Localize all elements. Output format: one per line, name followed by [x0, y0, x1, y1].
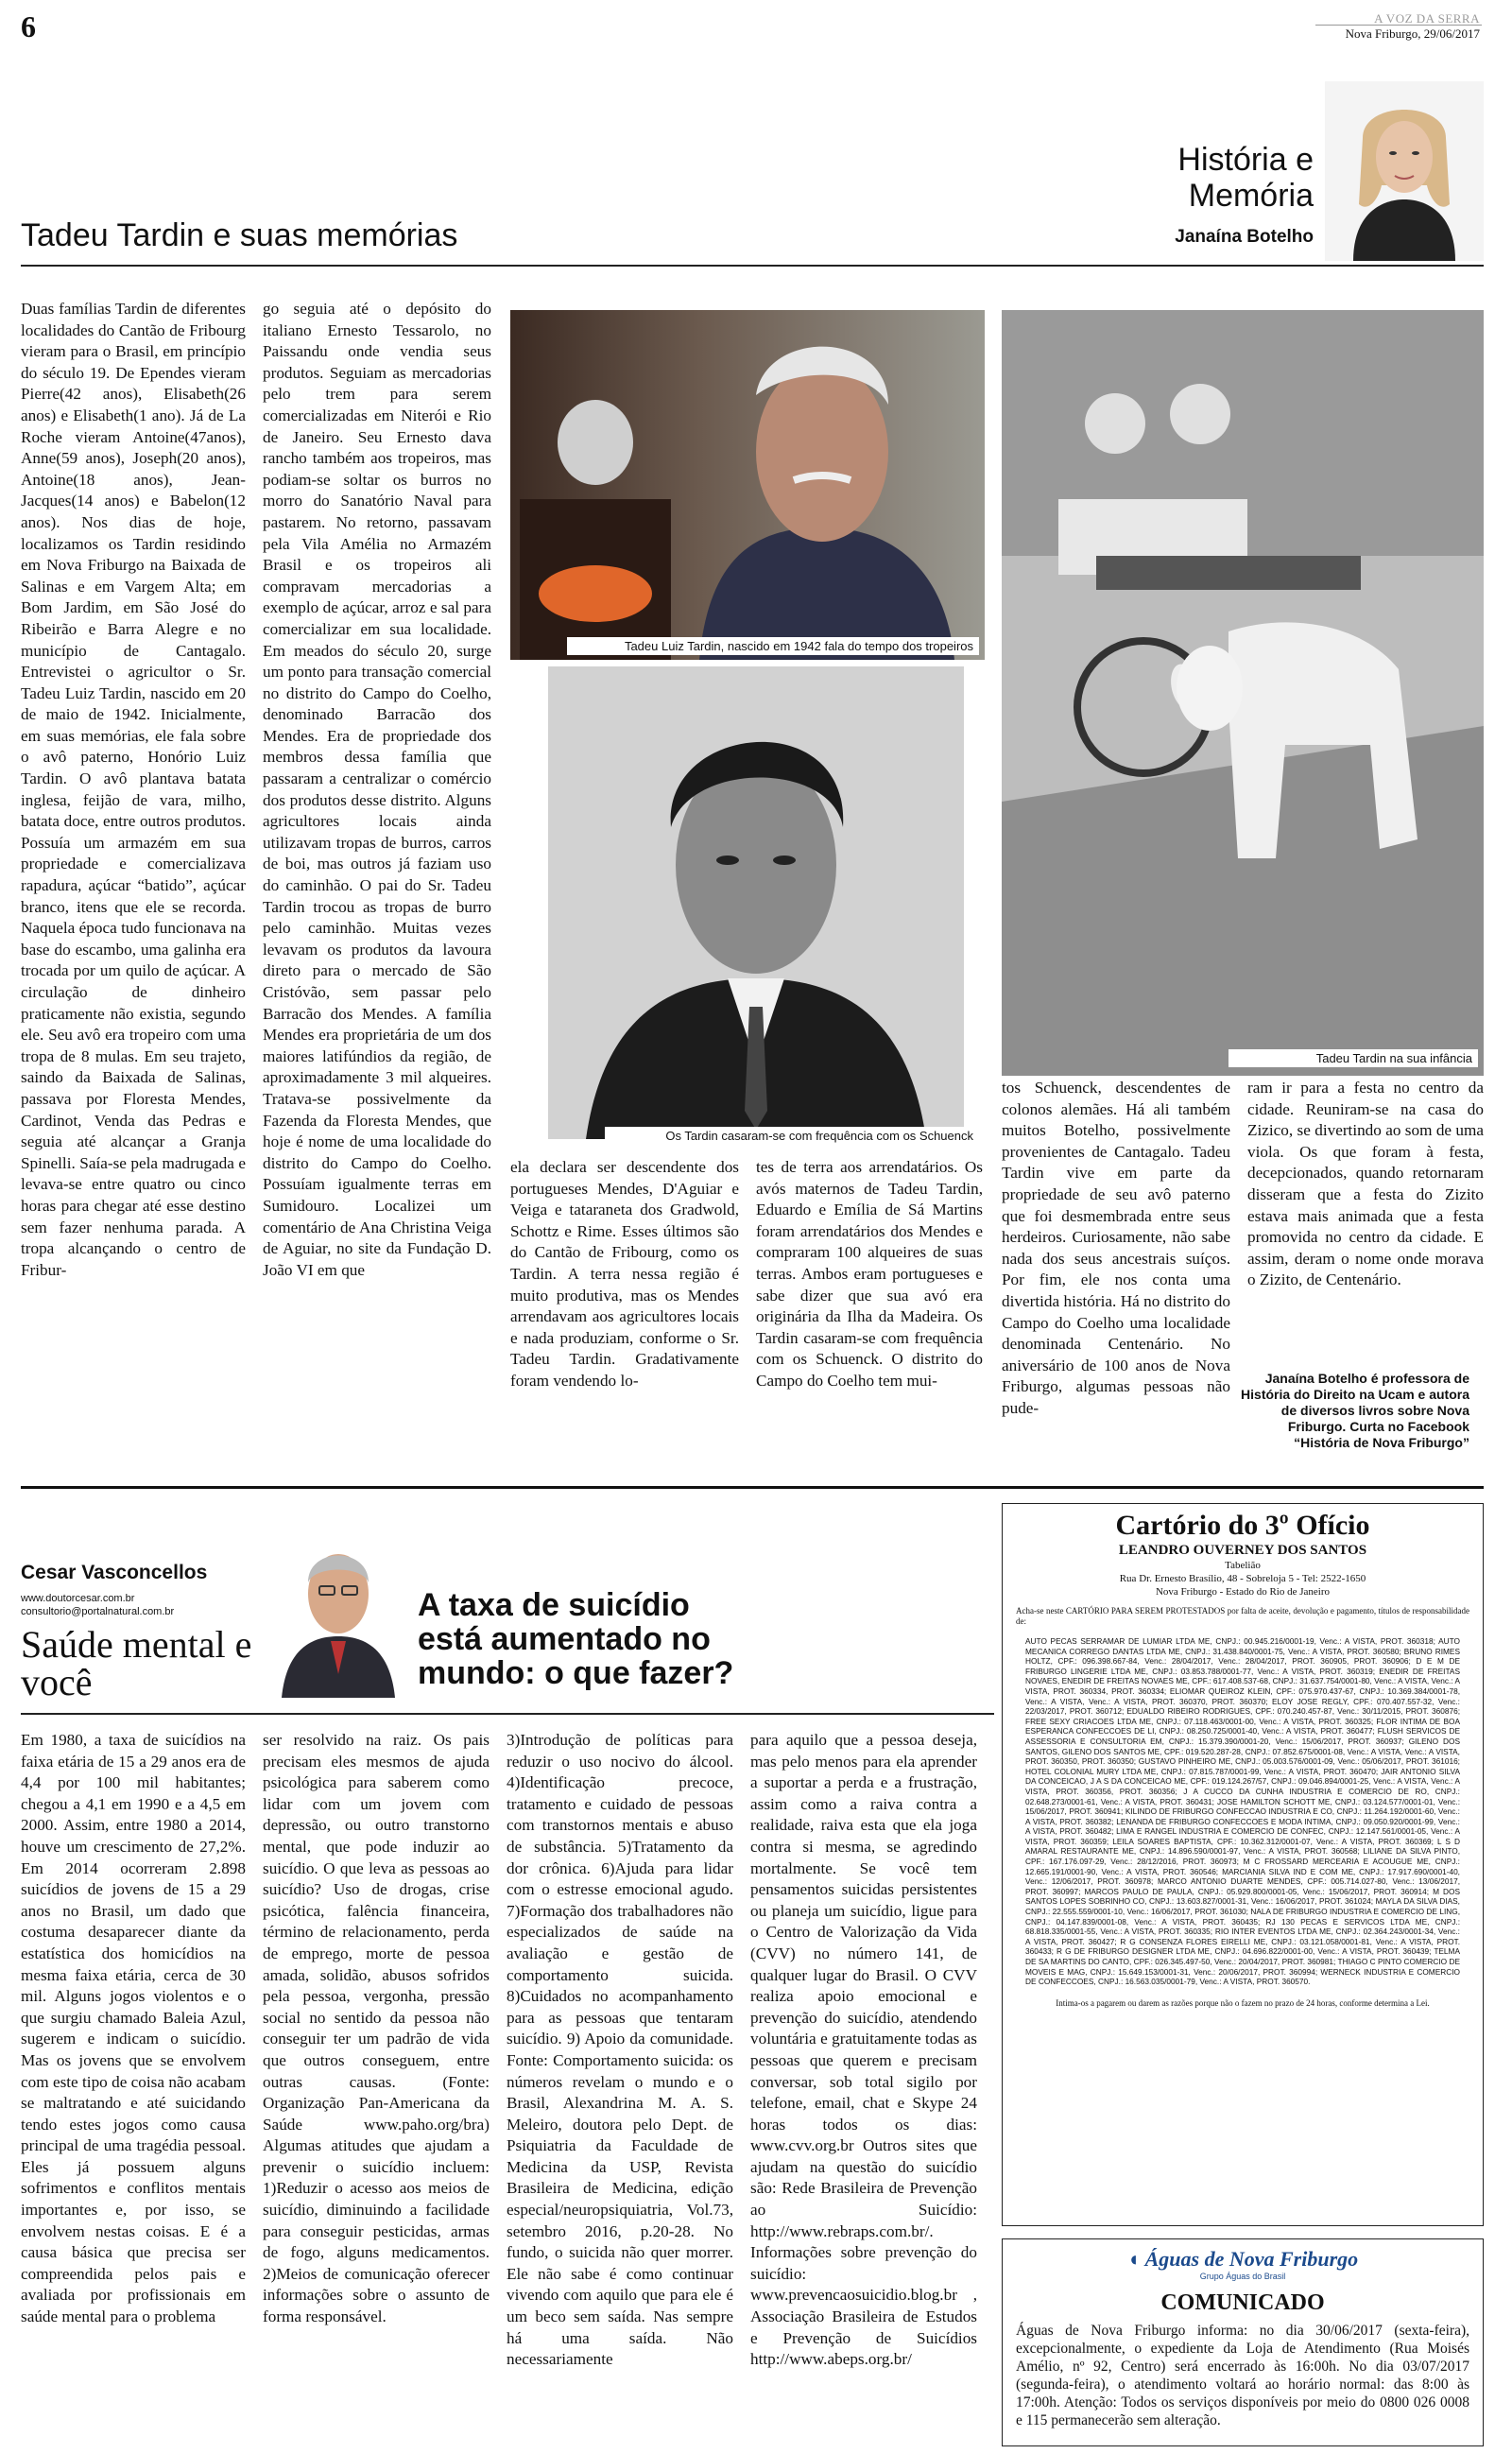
- article1-column-5: tos Schuenck, descendentes de colonos alemães. Há ali também muitos Botelho, possivelmente provenientes de Cantagalo. Tadeu Tardin vive em parte da propriedade de seu avô paterno que foi desmembrada entre seus herdeiros. Curiosamente, não sabe nada dos seus ancestrais suíços. Por fim, ele nos conta uma divertida história. Há no distrito do Campo do Coelho uma localidade denominada Centenário. No aniversário de 100 anos de Nova Friburgo, algumas pessoas não pude-: [1002, 1079, 1230, 1417]
- cartorio-address: Rua Dr. Ernesto Brasílio, 48 - Sobreloja 5 - Tel: 2522-1650: [1119, 1573, 1366, 1584]
- caption-old-man: Tadeu Luiz Tardin, nascido em 1942 fala do tempo dos tropeiros: [567, 637, 979, 655]
- article1-column-6: ram ir para a festa no centro da cidade. Reuniram-se na casa do Zizico, se divertindo ao som de uma viola. Os que foram à festa, decepcionados, quando retornaram disseram que a festa do Zizito estava mais animada que a festa promovida no centro da cidade. E assim, deram o nome onde morava o Zizito, de Centenário.: [1247, 1079, 1484, 1289]
- columnist-photo: [1325, 81, 1484, 261]
- page-number: 6: [21, 9, 36, 43]
- section-divider: [21, 1486, 1484, 1489]
- comunicado-body: Águas de Nova Friburgo informa: no dia 30/06/2017 (sexta-feira), excepcionalmente, o expediente da Loja de Atendimento (Rua Moisés Amélio, nº 92, Centro) será encerrado às 16:00h. No dia 03/07/2017 (segunda-feira), o atendimento voltará ao horário normal: das 8:00 às 17:00h. Atenção: Todos os serviços disponíveis por meio do 0800 026 0008 e 115 permanecerão sem alteração.: [1016, 2323, 1469, 2428]
- article1-column-2: go seguia até o depósito do italiano Ernesto Tessarolo, no Paissandu onde vendia seus produtos. Seguiam as mercadorias pelo trem para serem comercializadas em Niterói e Rio de Janeiro. Seu Ernesto dava rancho também aos tropeiros, mas podiam-se soltar os burros no morro do Sanatório Naval para pastarem. No retorno, passavam pela Vila Amélia no Armazém Brasil e os tropeiros ali compravam mercadorias a exemplo de açúcar, arroz e sal para comercializar em sua localidade. Em meados do século 20, surge um ponto para transação comercial no distrito do Campo do Coelho, denominado Barracão dos Mendes. Era de propriedade dos membros dessa família que passaram a centralizar o comércio dos produtos desse distrito. Alguns agricultores locais ainda utilizavam tropas de burros, carros de boi, mas outros já faziam uso do caminhão. O pai do Sr. Tadeu Tardin trocou as tropas de burro pelo caminhão. Muitas vezes levavam os produtos da lavoura direto para o mercado de São Cristóvão, sem passar pelo Barracão dos Mendes. A família Mendes era proprietária de um dos maiores latifúndios da região, de aproximadamente 3 mil alqueires. Tratava-se possivelmente da Fazenda da Floresta Mendes, que hoje é nome de uma localidade do distrito do Campo do Coelho. Possuíam igualmente terras em Sumidouro. Localizei um comentário de Ana Christina Veiga de Aguiar, no site da Fundação D. João VI em que: [263, 300, 491, 1279]
- cartorio-intro: Acha-se neste CARTÓRIO PARA SEREM PROTESTADOS por falta de aceite, devolução e pagamento, títulos de responsabilidade de:: [1016, 1606, 1469, 1626]
- cartorio-list: AUTO PECAS SERRAMAR DE LUMIAR LTDA ME, CNPJ.: 00.945.216/0001-19, Venc.: A VISTA, PROT. 360318; AUTO MECANICA CORREGO DANTAS LTDA ME, CNPJ.: 31.438.840/0001-75, Venc.: A VISTA, PROT. 360580; BRUNO RIMES HOLTZ, CPF.: 096.398.667-84, Venc.: 28/04/2017, Venc.: 28/04/2017, PROT. 360905, PROT. 360906; D E M DE FRIBURGO LINGERIE LTDA ME, CNPJ.: 03.853.788/0001-77, Venc.: A VISTA, PROT. 360319; ENEDIR DE FREITAS NOVAES, ENEDIR DE FREITAS NOVAES ME, CPF.: 617.408.537-68, CNPJ.: 31.637.754/0001-80, Venc.: A VISTA, Venc.: A VISTA, PROT. 360334, PROT. 360334; ELIOMAR QUEIROZ KLEIN, CPF.: 075.970.437-67, CNPJ.: 10.369.384/0001-78, Venc.: A VISTA, Venc.: A VISTA, PROT. 360370, PROT. 360370; ELOY JOSE REGLY, CPF.: 070.407.557-32, Venc.: 22/03/2017, PROT. 360712; EDUALDO RIBEIRO RODRIGUES, CPF.: 070.240.457-87, Venc.: 30/11/2015, PROT. 360876; FREE SEXY CRIACOES LTDA ME, CNPJ.: 07.118.463/0001-00, Venc.: A VISTA, PROT. 360325; FLOR INTIMA DE BOA ESPERANCA CONFECCOES DE LI, CNPJ.: 08.250.725/0001-40, Venc.: A VISTA, PROT. 360477; FLUSH SERVICOS DE ASSESSORIA E CONSULTORIA EM, CNPJ.: 15.379.390/0001-20, Venc.: 15/06/2017, PROT. 360937; GILENO DOS SANTOS, GILENO DOS SANTOS ME, CPF.: 019.520.287-28, CNPJ.: 07.852.675/0001-08, Venc.: A VISTA, Venc.: A VISTA, PROT. 360350, PROT. 360350; GUSTAVO PINHEIRO ME, CNPJ.: 05.003.576/0001-09, Venc.: 05/06/2017, PROT. 361016; HOTEL COLONIAL MURY LTDA ME, CNPJ.: 07.815.787/0001-99, Venc.: A VISTA, PROT. 360470; JAIR ANTONIO SILVA DA CONCEICAO, J A S DA CONCEICAO ME, CPF.: 019.124.267/57, CNPJ.: 09.046.894/0001-25, Venc.: A VISTA, Venc.: A VISTA, PROT. 360356, PROT. 360356; J A CUCCO DA CUNHA INDUSTRIA E COMERCIO DE RO, CNPJ.: 02.648.273/0001-61, Venc.: A VISTA, PROT. 360431; JOSE HAMILTON SCHOTT ME, CNPJ.: 03.124.577/0001-01, Venc.: 15/06/2017, PROT. 360941; KILINDO DE FRIBURGO CONFECCAO INDUSTRIA E CO, CNPJ.: 11.264.192/0001-60, Venc.: A VISTA, PROT. 360382; LENANDA DE FRIBURGO CONFECCOES E MODA INTIMA, CNPJ.: 09.050.920/0001-99, Venc.: A VISTA, PROT. 360482; LIMA E RANGEL INDUSTRIA E COMERCIO DE CONFEC, CNPJ.: 12.147.561/0001-05, Venc.: A VISTA, PROT. 360359; LEILA SOARES BAPTISTA, CPF.: 10.362.312/0001-07, Venc.: A VISTA, PROT. 360369; L S D AMARAL RESTAURANTE ME, CNPJ.: 14.896.590/0001-97, Venc.: A VISTA, PROT. 360568; LILIANE DA SILVA PINTO, CPF.: 167.176.097-29, Venc.: 28/12/2016, PROT. 360973; M C FROSSARD MERCEARIA E ACOUGUE ME, CNPJ.: 12.665.191/0001-90, Venc.: A VISTA, PROT. 360546; MARCIANIA SILVA IND E COM ME, CNPJ.: 17.917.690/0001-40, Venc.: 12/06/2017, PROT. 360978; MARCO ANTONIO DUARTE MENDES, CPF.: 005.714.027-80, Venc.: 13/06/2017, PROT. 360997; MARCOS PAULO DE PAULA, CNPJ.: 05.929.800/0001-05, Venc.: 15/06/2017, PROT. 360914; M DOS SANTOS LOPES SOBRINHO CO, CNPJ.: 13.603.827/0001-31, Venc.: 16/06/2017, PROT. 361024; MAYLA DA SILVA DIAS, CNPJ.: 22.555.559/0001-10, Venc.: 16/06/2017, PROT. 361030; NALA DE FRIBURGO INDUSTRIA E COMERCIO DE LING, CNPJ.: 04.147.839/0001-08, Venc.: A VISTA, PROT. 360435; RJ 130 PECAS E SERVICOS LTDA ME, CNPJ.: 68.818.335/0001-55, Venc.: A VISTA, PROT. 360335; RIO INTER EVENTOS LTDA ME, CNPJ.: 02.364.243/0001-34, Venc.: A VISTA, PROT. 360427; R G CONSENZA FLORES EIRELLI ME, CNPJ.: 03.121.058/0001-81, Venc.: A VISTA, PROT. 360433; R G DE FRIBURGO DESIGNER LTDA ME, CNPJ.: 04.696.822/0001-00, Venc.: A VISTA, PROT. 360439; TELMA DE SA MARTINS DO CANTO, CPF.: 026.345.497-50, Venc.: 20/04/2017, PROT. 360981; THIAGO C PINTO COMERCIO DE MOVEIS E MAG, CNPJ.: 15.649.153/0001-31, Venc.: 20/06/2017, PROT. 360994; WERNECK INDUSTRIA E COMERCIO DE CONFECCOES, CNPJ.: 16.563.035/0001-79, Venc.: A VISTA, PROT. 360570.: [1025, 1636, 1460, 1987]
- cartorio-notice: [1002, 1503, 1484, 2226]
- author-photo: [272, 1509, 404, 1698]
- article2-column-4: para aquilo que a pessoa deseja, mas pelo menos para ela aprender a suportar a perda e a frustração, assim como a raiva contra a realidade, raiva esta que ela joga contra si mesma, se agredindo mortalmente. Se você tem pensamentos suicidas persistentes ou planeja um suicídio, ligue para o Centro de Valorização da Vida (CVV) no número 141, de qualquer lugar do Brasil. O CVV realiza apoio emocional e prevenção do suicídio, atendendo voluntária e gratuitamente todas as pessoas que querem e precisam conversar, sob total sigilo por telefone, email, chat e Skype 24 horas todos os dias: www.cvv.org.br Outros sites que ajudam na questão do suicídio são: Rede Brasileira de Prevenção ao Suicídio: http://www.rebraps.com.br/. Informações sobre prevenção do suicídio: www.prevencaosuicidio.blog.br , Associação Brasileira de Estudos e Prevenção de Suicídios http://www.abeps.org.br/: [750, 1731, 977, 2369]
- top-rule: [21, 265, 1484, 267]
- photo-old-man: [510, 310, 985, 660]
- dateline: Nova Friburgo, 29/06/2017: [1345, 26, 1480, 41]
- article-title: Tadeu Tardin e suas memórias: [21, 217, 458, 253]
- water-drop-icon: ◖: [1126, 2247, 1141, 2271]
- cartorio-title: Cartório do 3º Ofício: [1115, 1510, 1370, 1541]
- author-links: [21, 1592, 174, 1618]
- caption-young-man: Os Tardin casaram-se com frequência com os Schuenck: [605, 1127, 979, 1145]
- photo-children-goat-cart: [1002, 310, 1484, 1076]
- article1-column-4: tes de terra aos arrendatários. Os avós maternos de Tadeu Tardin, Eduardo e Emília de Sá Martins foram arrendatários dos Mendes e compraram 100 alqueires de suas terras. Ambos eram portugueses e sabe dizer que sua avó era originária da Ilha da Madeira. Os Tardin casaram-se com frequência com os Schuenck. O distrito do Campo do Coelho tem mui-: [756, 1158, 983, 1390]
- article2-column-3: 3)Introdução de políticas para reduzir o uso nocivo do álcool. 4)Identificação precoce, tratamento e cuidado de pessoas com transtornos mentais e abuso de substância. 5)Tratamento da dor crônica. 6)Ajuda para lidar com o estresse emocional agudo. 7)Formação dos trabalhadores não especializados de saúde na avaliação e gestão de comportamento suicida. 8)Cuidados no acompanhamento para as pessoas que tentaram suicídio. 9) Apoio da comunidade. Fonte: Comportamento suicida: os números revelam o mundo e o Brasil, Alexandrina M. A. S. Meleiro, doutora pelo Dept. de Psiquiatria da Faculdade de Medicina da USP, Revista Brasileira de Medicina, edição especial/neuropsiquiatria, Vol.73, setembro 2016, p.20-28. No fundo, o suicida não quer morrer. Ele não sabe é como continuar vivendo com aquilo que para ele é um beco sem saída. Nas sempre há uma saída. Não necessariamente: [507, 1731, 733, 2369]
- aguas-logo-sub: Grupo Águas do Brasil: [1199, 2272, 1286, 2281]
- cartorio-city: Nova Friburgo - Estado do Rio de Janeiro: [1155, 1586, 1331, 1598]
- cartorio-name: LEANDRO OUVERNEY DOS SANTOS: [1118, 1543, 1367, 1558]
- article1-column-3: ela declara ser descendente dos portugueses Mendes, D'Aguiar e Veiga e tataraneta dos Gradwold, Schottz e Rime. Esses últimos são do Cantão de Fribourg, como os Tardin. A terra nessa região é muito produtiva, mas os Mendes arrendavam aos agricultores locais e nada produziam, conforme o Sr. Tadeu Tardin. Gradativamente foram vendendo lo-: [510, 1158, 739, 1390]
- comunicado-heading: COMUNICADO: [1160, 2290, 1325, 2315]
- caption-children: Tadeu Tardin na sua infância: [1228, 1049, 1478, 1067]
- section-title: História e Memória: [1177, 142, 1314, 214]
- author-name: Cesar Vasconcellos: [21, 1562, 208, 1583]
- article2-column-1: Em 1980, a taxa de suicídios na faixa etária de 15 a 29 anos era de 4,4 por 100 mil habitantes; chegou a 4,1 em 1990 e a 4,5 em 2000. Assim, entre 1980 a 2014, houve um crescimento de 27,2%. Em 2014 ocorreram 2.898 suicídios de jovens de 15 a 29 anos no Brasil, um dado que costuma desaparecer diante da estatística dos homicídios na mesma faixa etária, cerca de 30 mil. Alguns jogos violentos e o que surgiu chamado Baleia Azul, sugerem e indicam o suicídio. Mas os jovens que se envolvem com este tipo de coisa não acabam se maltratando e até suicidando tendo estes jogos como causa principal de uma tragédia pessoal. Eles já possuem alguns sofrimentos e conflitos mentais importantes e, por isso, se envolvem nestas coisas. E é a causa básica que precisa ser compreendida pelos pais e avaliada por profissionais em saúde mental para o problema: [21, 1731, 246, 2326]
- author-email[interactable]: consultorio@portalnatural.com.br: [21, 1606, 175, 1617]
- cartorio-footer: Intima-os a pagarem ou darem as razões porque não o fazem no prazo de 24 horas, conforme determina a Lei.: [1056, 1997, 1430, 2008]
- cartorio-role: Tabelião: [1225, 1560, 1261, 1571]
- comunicado-notice: [1002, 2238, 1484, 2446]
- aguas-logo: [1016, 2247, 1469, 2272]
- article2-headline: A taxa de suicídio está aumentado no mundo: o que fazer?: [418, 1587, 734, 1691]
- article1-column-1: Duas famílias Tardin de diferentes localidades do Cantão de Fribourg vieram para o Brasil, em princípio do século 19. De Ependes vieram Pierre(42 anos), Elisabeth(26 anos) e Elisabeth(1 ano). Já de La Roche vieram Antoine(47anos), Anne(59 anos), Joseph(20 anos), Antoine(18 anos), Jean-Jacques(14 anos) e Babelon(12 anos). Nos dias de hoje, localizamos os Tardin residindo em Nova Friburgo na Baixada de Salinas e em Vargem Alta; em Bom Jardim, em São José do Ribeirão e Barra Alegre e no município de Cantagalo. Entrevistei o agricultor o Sr. Tadeu Luiz Tardin, nascido em 20 de maio de 1942. Inicialmente, em suas memórias, ele fala sobre o avô paterno, Honório Luiz Tardin. O avô plantava batata inglesa, feijão de vara, milho, batata doce, entre outros produtos. Possuía um armazém em sua propriedade e comercializava rapadura, açúcar “batido”, açúcar branco, itens que ele se recorda. Naquela época tudo funcionava na base do escambo, uma galinha era trocada por um quilo de açúcar. A circulação de dinheiro praticamente não existia, segundo ele. Seu avô era tropeiro com uma tropa de 8 mulas. Em seu trajeto, saindo da Baixada de Salinas, passava por Floresta Mendes, Cardinot, Venda das Pedras e seguia até alcançar a Granja Spinelli. Saía-se pela madrugada e levava-se entre quatro ou cinco horas para chegar até esse destino sem fazer nenhuma parada. A tropa alcançando o centro de Fribur-: [21, 300, 246, 1279]
- photo-young-man: [548, 666, 964, 1139]
- article2-rule: [21, 1713, 994, 1715]
- newspaper-name: A VOZ DA SERRA: [1374, 11, 1480, 26]
- section-author: Janaína Botelho: [1175, 227, 1314, 247]
- author-website[interactable]: www.doutorcesar.com.br: [21, 1593, 135, 1604]
- author-bio: Janaína Botelho é professora de História do Direito na Ucam e autora de diversos livros sobre Nova Friburgo. Curta no Facebook “História de Nova Friburgo”: [1241, 1371, 1469, 1450]
- article2-column-2: ser resolvido na raiz. Os pais precisam eles mesmos de ajuda psicológica para saberem como lidar com um jovem com depressão, ou outro transtorno mental, que pode induzir ao suicídio. O que leva as pessoas ao suicídio? Uso de drogas, crise psicótica, falência financeira, término de relacionamento, perda de emprego, morte de pessoa amada, solidão, abusos sofridos pela pessoa, vergonha, pressão social no sentido da pessoa não conseguir ter um padrão de vida que outros conseguem, entre outras causas. (Fonte: Organização Pan-Americana da Saúde www.paho.org/bra) Algumas atitudes que ajudam a prevenir o suicídio incluem: 1)Reduzir o acesso aos meios de suicídio, diminuindo a facilidade para conseguir pesticidas, armas de fogo, alguns medicamentos. 2)Meios de comunicação oferecer informações sobre o assunto de forma responsável.: [263, 1731, 490, 2326]
- masthead: [1346, 11, 1480, 42]
- aguas-logo-text: Águas de Nova Friburgo: [1144, 2247, 1359, 2271]
- section-name: Saúde mental e você: [21, 1623, 252, 1703]
